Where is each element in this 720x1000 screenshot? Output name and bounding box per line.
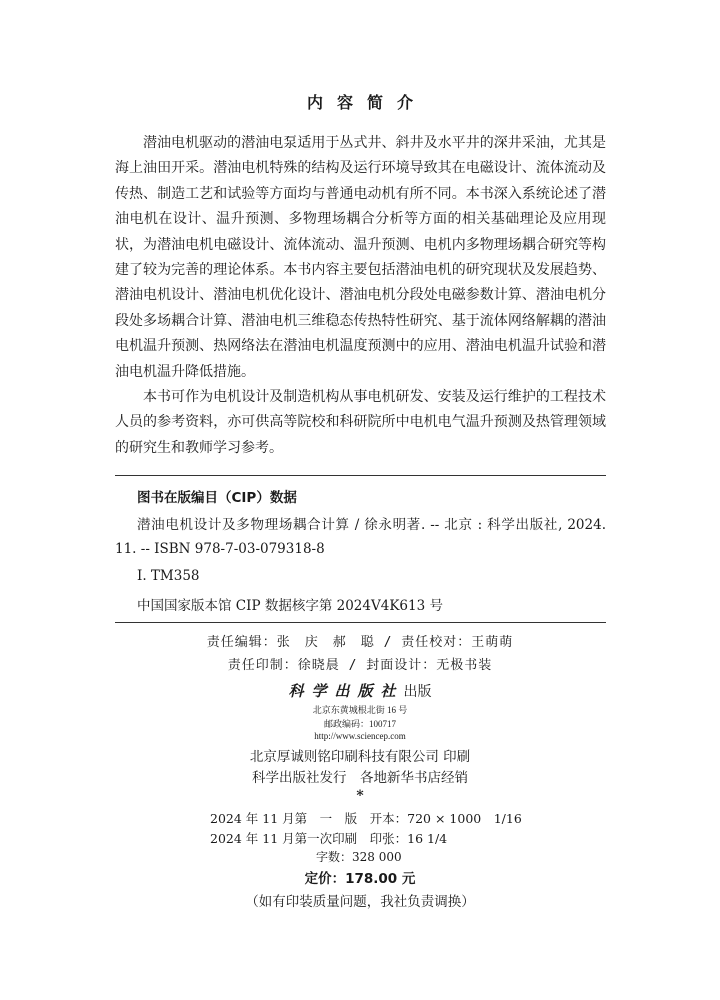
cip-classification: Ⅰ. TM358 (137, 568, 200, 584)
summary-title: 内容简介 (306, 93, 427, 112)
quality-notice: （如有印装质量问题，我社负责调换） (245, 894, 475, 910)
printing-line: 2024 年 11 月第一次印刷 印张：16 1/4 (210, 831, 448, 846)
price: 定价：178.00 元 (304, 871, 416, 887)
publisher-url: http://www.sciencep.com (314, 731, 406, 741)
summary-paragraph-1: 潜油电机驱动的潜油电泵适用于丛式井、斜井及水平井的深井采油，尤其是海上油田开采。潜油电机特殊的结构及运行环境导致其在电磁设计、流体流动及传热、制造工艺和试验等方面均与普通电动机有所不同。本书深入系统论述了潜油电机在设计、温升预测、多物理场耦合分析等方面的相关基础理论及应用现状，为潜油电机电磁设计、流体流动、温升预测、电机内多物理场耦合研究等构建了较为完善的理论体系。本书内容主要包括潜油电机的研究现状及发展趋势、潜油电机设计、潜油电机优化设计、潜油电机分段处电磁参数计算、潜油电机分段处多场耦合计算、潜油电机三维稳态传热特性研究、基于流体网络解耦的潜油电机温升预测、热网络法在潜油电机温度预测中的应用、潜油电机温升试验和潜油电机温升降低措施。 (115, 135, 606, 380)
publisher-name: 科学出版社 (288, 682, 404, 700)
cip-number: 中国国家版本馆 CIP 数据核字第 2024V4K613 号 (137, 598, 443, 614)
printer-line: 北京厚诚则铭印刷科技有限公司 印刷 (249, 749, 471, 765)
publisher-suffix: 出版 (403, 684, 432, 700)
divider-bottom (115, 622, 606, 623)
cip-heading: 图书在版编目（CIP）数据 (137, 490, 297, 506)
word-count: 字数：328 000 (316, 850, 402, 864)
cip-record: 潜油电机设计及多物理场耦合计算 / 徐永明著. -- 北京 : 科学出版社, 2024. 11. -- ISBN 978-7-03-079318-8 (115, 517, 606, 557)
publisher-postcode: 邮政编码：100717 (323, 719, 396, 729)
publisher-line (0, 680, 720, 701)
divider-top (115, 475, 606, 476)
separator-asterisk: * (356, 788, 364, 804)
distributor-line: 科学出版社发行 各地新华书店经销 (252, 770, 468, 786)
publisher-address: 北京东黄城根北街 16 号 (312, 705, 408, 715)
summary-paragraph-2: 本书可作为电机设计及制造机构从事电机研发、安装及运行维护的工程技术人员的参考资料，亦可供高等院校和科研院所中电机电气温升预测及热管理领域的研究生和教师学习参考。 (115, 389, 606, 456)
production-credits: 责任印制：徐晓晨 / 封面设计：无极书装 (227, 658, 493, 673)
edition-line: 2024 年 11 月第 一 版 开本：720 × 1000 1/16 (210, 811, 522, 826)
editor-credits: 责任编辑：张 庆 郝 聪 / 责任校对：王萌萌 (206, 635, 514, 650)
summary-body (115, 131, 606, 461)
